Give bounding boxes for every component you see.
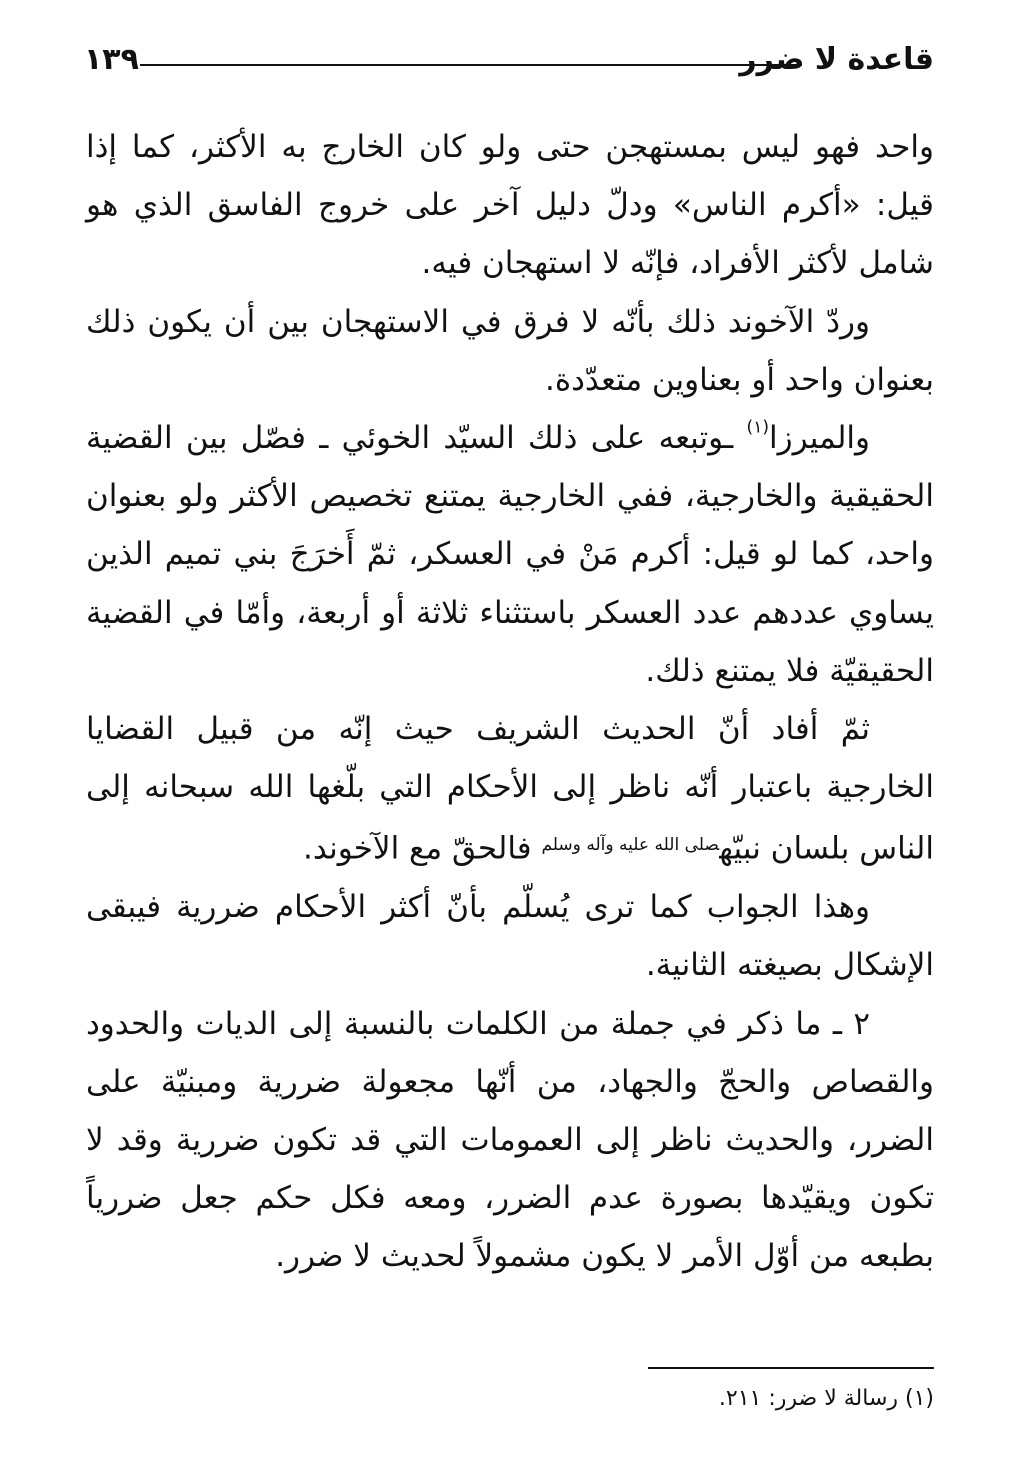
paragraph-5: وهذا الجواب كما ترى يُسلّم بأنّ أكثر الأحكام ضررية فيبقى الإشكال بصيغته الثانية. xyxy=(86,889,934,984)
paragraph-4-end: فالحقّ مع الآخوند. xyxy=(302,830,542,867)
paragraph-2: وردّ الآخوند ذلك بأنّه لا فرق في الاستهجان بين أن يكون ذلك بعنوان واحد أو بعناوين متعدّدة. xyxy=(86,303,934,398)
paragraph-6: ٢ ـ ما ذكر في جملة من الكلمات بالنسبة إلى الديات والحدود والقصاص والحجّ والجهاد، من أنّها مجعولة ضررية ومبنيّة على الضرر، والحديث ناظر إلى العمومات التي قد تكون ضررية وقد لا تكون ويقيّدها بصورة عدم الضرر، ومعه فكل حكم جعل ضررياً بطبعه من أوّل الأمر لا يكون مشمولاً لحديث لا ضرر. xyxy=(86,1005,934,1275)
footnote-rule xyxy=(648,1367,934,1369)
paragraph-3-start: والميرزا xyxy=(769,420,870,457)
honorific-symbol: صلى الله عليه وآله وسلم xyxy=(541,835,720,856)
page-number: ١٣٩ xyxy=(84,42,139,77)
running-title: قاعدة لا ضرر xyxy=(739,42,934,77)
paragraph-4 xyxy=(86,700,934,878)
paragraph-3 xyxy=(86,409,934,700)
footnote-reference: (١) xyxy=(746,417,769,438)
paragraph-4-start: ثمّ أفاد أنّ الحديث الشريف حيث إنّه من قبيل القضايا الخارجية باعتبار أنّه ناظر إلى الأحكام التي بلّغها الله سبحانه إلى الناس بلسان نبيّه xyxy=(86,711,934,867)
paragraph-3-rest: ـوتبعه على ذلك السيّد الخوئي ـ فصّل بين القضية الحقيقية والخارجية، ففي الخارجية يمتنع تخصيص الأكثر ولو بعنوان واحد، كما لو قيل: أكرم مَنْ في العسكر، ثمّ أَخرَجَ بني تميم الذين يساوي عددهم عدد العسكر باستثناء ثلاثة أو أربعة، وأمّا في القضية الحقيقيّة فلا يمتنع ذلك. xyxy=(86,420,934,689)
body-text xyxy=(86,118,934,1286)
footnote: (١) رسالة لا ضرر: ٢١١. xyxy=(718,1386,934,1411)
header-rule xyxy=(140,64,802,66)
paragraph-1: واحد فهو ليس بمستهجن حتى ولو كان الخارج به الأكثر، كما إذا قيل: «أكرم الناس» ودلّ دليل آخر على خروج الفاسق الذي هو شامل لأكثر الأفراد، فإنّه لا استهجان فيه. xyxy=(86,129,934,282)
